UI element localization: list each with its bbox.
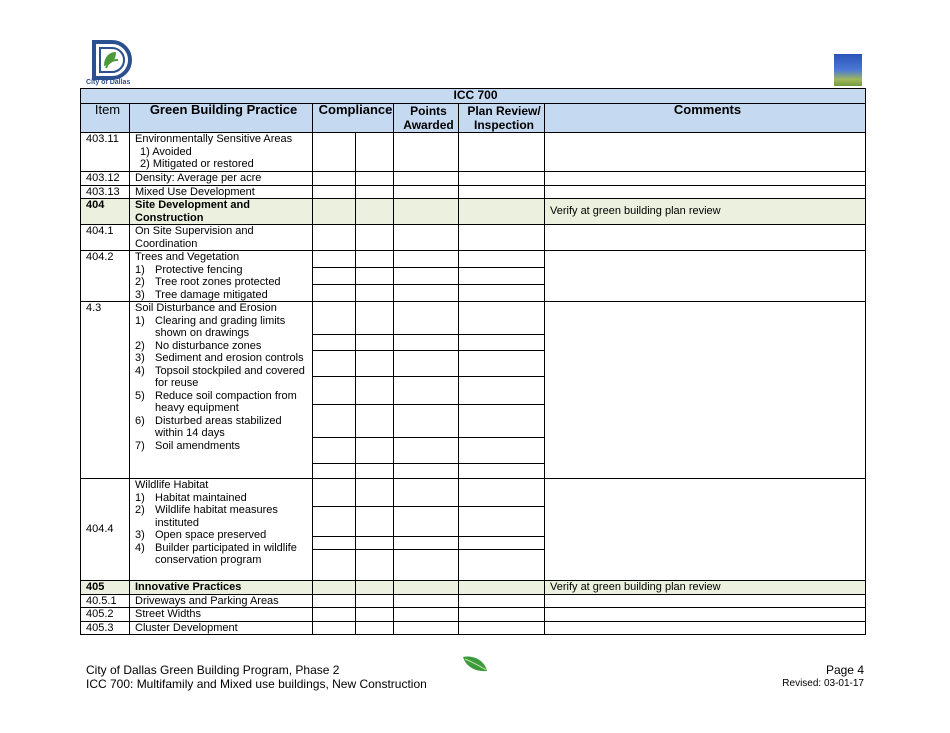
footer-right [782,663,864,691]
col-compliance: Compliance [313,104,394,133]
table-row: 403.12 Density: Average per acre [81,172,866,186]
col-points: Points Awarded [394,104,459,133]
table-row: 404.4 Wildlife Habitat 1) Habitat maintained 2) Wildlife habitat measures instituted 3) Open space preserved 4) Builder participated in wildlife conservation program [81,479,866,581]
revised-date: Revised: 03-01-17 [782,678,864,689]
table-row-section: 405 Innovative Practices Verify at green building plan review [81,581,866,595]
comment-cell: Verify at green building plan review [545,199,866,225]
table-row: 403.13 Mixed Use Development [81,185,866,199]
footer-left [86,663,427,691]
comment-cell: Verify at green building plan review [545,581,866,595]
table-row: 403.11 Environmentally Sensitive Areas 1) Avoided 2) Mitigated or restored [81,133,866,172]
leaf-icon [462,655,488,673]
col-comments: Comments [545,104,866,133]
table-row: 405.3 Cluster Development [81,621,866,635]
table-row: 404.2 Trees and Vegetation 1) Protective fencing 2) Tree root zones protected 3) Tree damage mitigated [81,251,866,302]
table-row: 405.2 Street Widths [81,608,866,622]
practice-cell: Environmentally Sensitive Areas 1) Avoided 2) Mitigated or restored [130,133,313,172]
table-row: 404.1 On Site Supervision and Coordination [81,225,866,251]
col-item: Item [81,104,130,133]
table-title: ICC 700 [81,89,866,104]
table-row: 4.3 Soil Disturbance and Erosion 1) Clearing and grading limits shown on drawings 2) No disturbance zones 3) Sediment and erosion controls 4) Topsoil stockpiled and covered for reuse 5) Reduce soil compaction from heavy equipment 6) Disturbed areas stabilized within 14 days 7) Soil amendments [81,302,866,479]
logo-text: City of Dallas [86,79,131,86]
col-practice: Green Building Practice [130,104,313,133]
icc700-table [80,88,866,635]
table-row: 40.5.1 Driveways and Parking Areas [81,594,866,608]
footer-subtitle: ICC 700: Multifamily and Mixed use buildings, New Construction [86,677,427,691]
page-number: Page 4 [825,663,864,677]
footer-program: City of Dallas Green Building Program, Phase 2 [86,663,340,677]
program-badge [834,54,862,86]
col-review: Plan Review/ Inspection [459,104,545,133]
table-row-section: 404 Site Development and Construction Verify at green building plan review [81,199,866,225]
